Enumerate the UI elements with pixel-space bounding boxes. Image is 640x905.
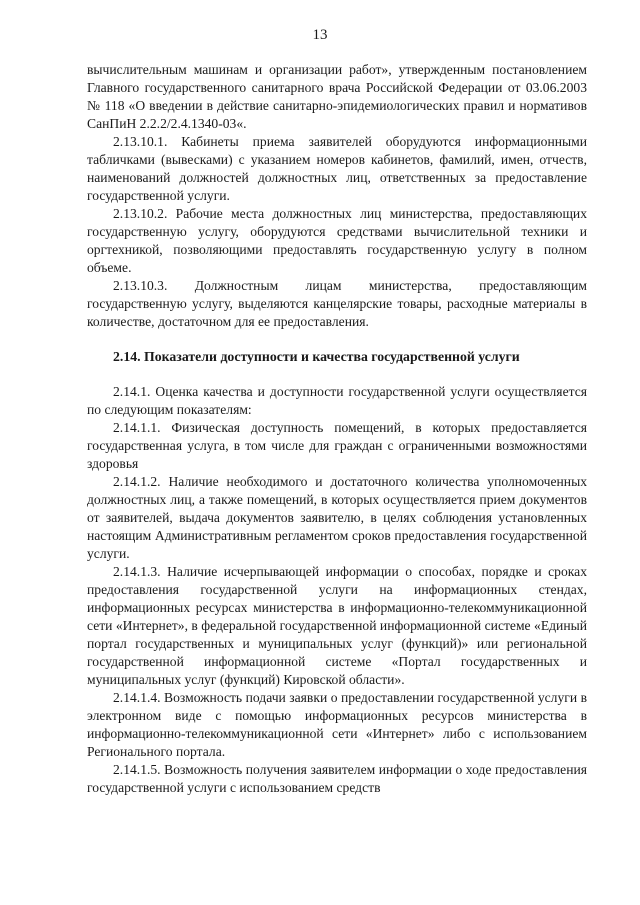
paragraph-2-14-1-4: 2.14.1.4. Возможность подачи заявки о предоставлении государственной услуги в электронном виде с помощью информационных ресурсов министерства в информационно-телекоммуникационной сети «Интернет» либо с использованием Регионального портала. [87,690,587,759]
paragraph-2-14-1-5: 2.14.1.5. Возможность получения заявителем информации о ходе предоставления государственной услуги с использованием средств [87,762,587,795]
paragraph-2-14-1-2: 2.14.1.2. Наличие необходимого и достаточного количества уполномоченных должностных лиц, а также помещений, в которых осуществляется прием документов от заявителей, выдача документов заявителю, в целях соблюдения установленных настоящим Административным регламентом сроков предоставления государственной услуги. [87,474,587,561]
paragraph-2-14-1-1: 2.14.1.1. Физическая доступность помещений, в которых предоставляется государственная услуга, в том числе для граждан с ограниченными возможностями здоровья [87,420,587,471]
paragraph-2-14-1: 2.14.1. Оценка качества и доступности государственной услуги осуществляется по следующим показателям: [87,384,587,417]
section-heading-2-14: 2.14. Показатели доступности и качества государственной услуги [113,349,520,364]
document-body [87,61,587,797]
paragraph-2-13-10-3: 2.13.10.3. Должностным лицам министерства, предоставляющим государственную услугу, выделяются канцелярские товары, расходные материалы в количестве, достаточном для ее предоставления. [87,278,587,329]
paragraph-2-13-10-2: 2.13.10.2. Рабочие места должностных лиц министерства, предоставляющих государственную услугу, оборудуются средствами вычислительной техники и оргтехникой, позволяющими предоставлять государственную услугу в полном объеме. [87,206,587,275]
paragraph-2-13-10-1: 2.13.10.1. Кабинеты приема заявителей оборудуются информационными табличками (вывесками) с указанием номеров кабинетов, фамилий, имен, отчеств, наименований должностей должностных лиц, ответственных за предоставление государственной услуги. [87,134,587,203]
page-number: 13 [312,27,328,43]
paragraph-2-14-1-3: 2.14.1.3. Наличие исчерпывающей информации о способах, порядке и сроках предоставления государственной услуги на информационных стендах, информационных ресурсах министерства в информационно-телекоммуникационной сети «Интернет», в федеральной государственной информационной системе «Единый портал государственных и муниципальных услуг (функций)» или региональной государственной информационной системе «Портал государственных и муниципальных услуг (функций) Кировской области». [87,564,587,687]
paragraph-continuation: вычислительным машинам и организации работ», утвержденным постановлением Главного государственного санитарного врача Российской Федерации от 03.06.2003 № 118 «О введении в действие санитарно-эпидемиологических правил и нормативов СанПиН 2.2.2/2.4.1340-03«. [87,62,587,131]
